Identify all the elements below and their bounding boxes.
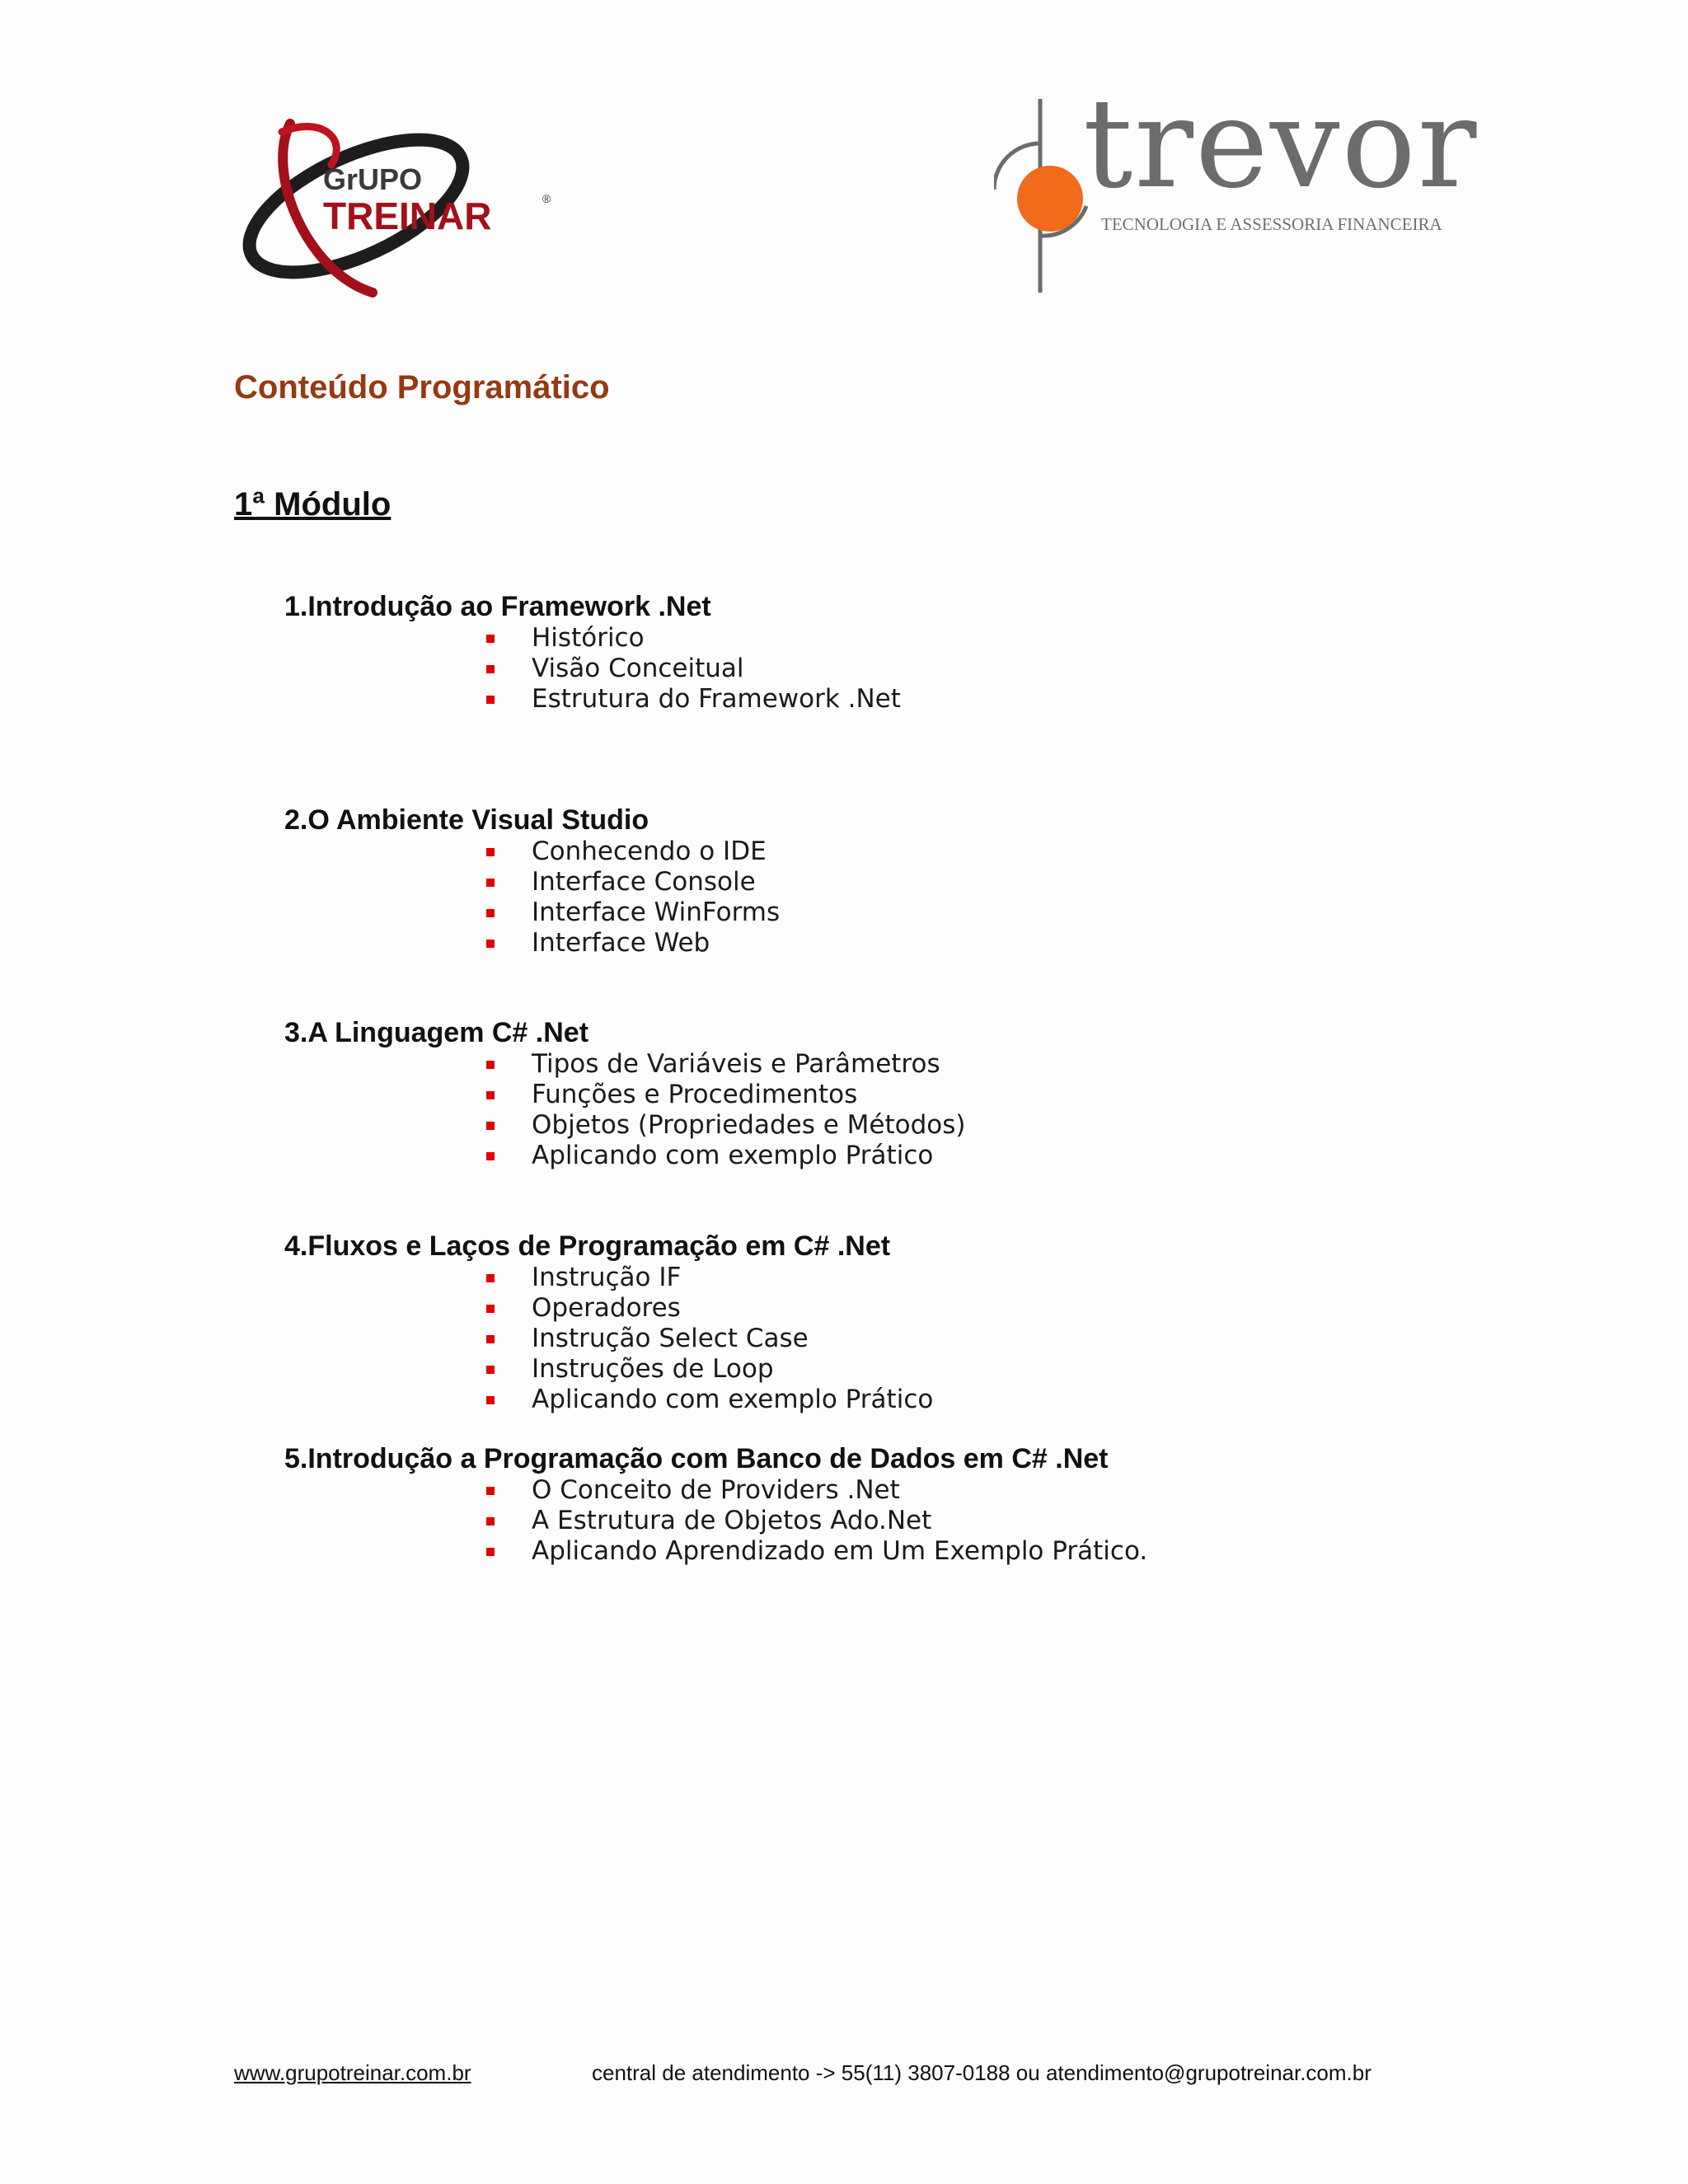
list-item-label: Aplicando com exemplo Prático	[532, 1384, 934, 1414]
trevor-logo-tagline: TECNOLOGIA E ASSESSORIA FINANCEIRA	[1101, 214, 1442, 234]
list-item	[532, 1506, 1603, 1536]
section-item-list	[284, 1475, 1603, 1567]
list-item	[532, 1354, 1603, 1385]
course-section	[284, 1230, 1603, 1443]
module-heading: 1ª Módulo	[234, 486, 392, 523]
list-item	[532, 623, 1603, 654]
course-section	[284, 804, 1603, 1017]
list-item	[532, 837, 1603, 867]
list-item	[532, 928, 1603, 958]
section-item-list	[284, 1263, 1603, 1415]
page-footer	[234, 2060, 1688, 2086]
section-title: 2.O Ambiente Visual Studio	[284, 804, 649, 836]
list-item	[532, 1110, 1603, 1141]
square-bullet-icon	[486, 1548, 495, 1556]
square-bullet-icon	[486, 1487, 495, 1495]
list-item	[532, 1080, 1603, 1110]
list-item-label: Operadores	[532, 1292, 681, 1323]
list-item-label: Visão Conceitual	[532, 654, 744, 683]
list-item-label: Tipos de Variáveis e Parâmetros	[532, 1049, 940, 1079]
square-bullet-icon	[486, 1366, 495, 1374]
trevor-logo-name: trevor	[1083, 73, 1479, 216]
course-sections	[284, 590, 1603, 1656]
square-bullet-icon	[486, 909, 495, 917]
website-link[interactable]: www.grupotreinar.com.br	[234, 2060, 471, 2085]
list-item	[532, 684, 1603, 715]
list-item	[532, 1049, 1603, 1080]
grupo-treinar-logo	[232, 107, 562, 305]
section-title: 1.Introdução ao Framework .Net	[284, 591, 711, 622]
list-item-label: Conhecendo o IDE	[532, 836, 767, 866]
page-title: Conteúdo Programático	[234, 369, 610, 405]
list-item	[532, 654, 1603, 684]
list-item-label: Interface Console	[532, 866, 756, 897]
list-item	[532, 1141, 1603, 1171]
square-bullet-icon	[486, 1061, 495, 1069]
section-title: 5.Introdução a Programação com Banco de Dados em C# .Net	[284, 1443, 1109, 1474]
square-bullet-icon	[486, 1091, 495, 1099]
list-item-label: Estrutura do Framework .Net	[532, 684, 901, 714]
list-item	[532, 1293, 1603, 1324]
trevor-logo	[994, 73, 1479, 297]
square-bullet-icon	[486, 848, 495, 856]
list-item	[532, 1324, 1603, 1354]
list-item-label: Instruções de Loop	[532, 1353, 774, 1384]
list-item	[532, 867, 1603, 898]
contact-info: central de atendimento -> 55(11) 3807-0188 ou atendimento@grupotreinar.com.br	[592, 2060, 1372, 2085]
square-bullet-icon	[486, 940, 495, 948]
section-title: 3.A Linguagem C# .Net	[284, 1017, 589, 1048]
square-bullet-icon	[486, 1396, 495, 1404]
logo-line2: TREINAR	[323, 194, 492, 237]
list-item	[532, 1536, 1603, 1567]
list-item	[532, 1385, 1603, 1415]
square-bullet-icon	[486, 1122, 495, 1130]
section-title: 4.Fluxos e Laços de Programação em C# .Net	[284, 1230, 891, 1262]
square-bullet-icon	[486, 1335, 495, 1343]
list-item	[532, 898, 1603, 928]
course-section	[284, 590, 1603, 804]
list-item-label: Histórico	[532, 623, 645, 653]
grupo-treinar-swoosh-icon	[232, 107, 562, 305]
square-bullet-icon	[486, 665, 495, 673]
list-item-label: Instrução Select Case	[532, 1323, 809, 1353]
list-item-label: Instrução IF	[532, 1262, 682, 1292]
list-item-label: O Conceito de Providers .Net	[532, 1475, 900, 1505]
square-bullet-icon	[486, 879, 495, 887]
square-bullet-icon	[486, 1517, 495, 1526]
list-item-label: Funções e Procedimentos	[532, 1080, 858, 1109]
section-item-list	[284, 1049, 1603, 1171]
section-item-list	[284, 623, 1603, 715]
square-bullet-icon	[486, 1152, 495, 1160]
list-item-label: A Estrutura de Objetos Ado.Net	[532, 1506, 932, 1535]
section-item-list	[284, 837, 1603, 958]
list-item-label: Objetos (Propriedades e Métodos)	[532, 1110, 966, 1140]
square-bullet-icon	[486, 635, 495, 643]
square-bullet-icon	[486, 1305, 495, 1313]
square-bullet-icon	[486, 696, 495, 704]
list-item-label: Interface Web	[532, 927, 710, 958]
registered-mark: ®	[542, 192, 551, 205]
list-item-label: Aplicando com exemplo Prático	[532, 1141, 934, 1170]
logo-line1: GrUPO	[323, 162, 423, 196]
course-section	[284, 1016, 1603, 1230]
course-section	[284, 1442, 1603, 1656]
list-item-label: Interface WinForms	[532, 897, 781, 927]
square-bullet-icon	[486, 1274, 495, 1282]
list-item	[532, 1263, 1603, 1293]
list-item	[532, 1475, 1603, 1506]
list-item-label: Aplicando Aprendizado em Um Exemplo Prático.	[532, 1536, 1148, 1566]
